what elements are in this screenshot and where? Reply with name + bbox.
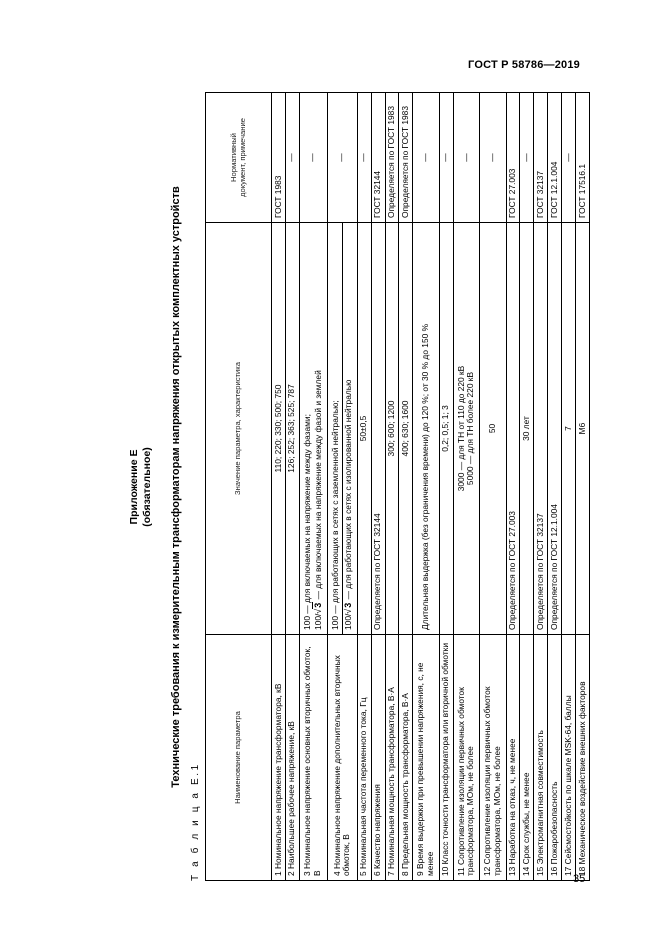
norm-cell: ГОСТ 32144	[371, 93, 385, 223]
param-cell: 4 Номинальное напряжение дополнительных вторичных обмоток, В	[327, 635, 357, 881]
value-prefix: 100/	[312, 613, 323, 630]
document-code: ГОСТ Р 58786—2019	[468, 59, 580, 71]
norm-cell: ГОСТ 17516.1	[575, 93, 589, 223]
value-cell: Определяется по ГОСТ 32137	[534, 223, 548, 635]
header-norm-line2: документ, примечание	[237, 118, 247, 197]
header-param-value: Значение параметра, характеристика	[206, 223, 272, 635]
header-norm-line1: Нормативный	[228, 133, 238, 182]
norm-cell: —	[480, 93, 506, 223]
param-cell: 16 Пожаробезопасность	[548, 635, 562, 881]
page-number: 35	[573, 873, 586, 885]
table-row	[562, 93, 576, 881]
table-row	[327, 93, 357, 881]
param-cell: 2 Наибольшее рабочее напряжение, кВ	[285, 635, 299, 881]
value-suffix: — для работающих в сетях с изолированной нейтралью	[342, 379, 353, 602]
param-cell: 11 Сопротивление изоляции первичных обмоток трансформатора, МОм, не более	[453, 635, 479, 881]
table-row	[272, 93, 286, 881]
norm-cell: ГОСТ 1983	[272, 93, 286, 223]
norm-cell: —	[285, 93, 299, 223]
value-line: 100 — для включаемых на напряжение между фазами;	[301, 414, 312, 630]
param-cell: 18 Механическое воздействие внешних факторов	[575, 635, 589, 881]
value-cell: М6	[575, 223, 589, 635]
table-row	[480, 93, 506, 881]
value-cell: 110; 220; 330; 500; 750	[272, 223, 286, 635]
norm-cell: —	[357, 93, 371, 223]
rotated-content	[128, 93, 590, 881]
norm-cell: ГОСТ 32137	[534, 93, 548, 223]
param-cell: 9 Время выдержки при превышении напряжения, с, не менее	[413, 635, 439, 881]
table-header-row	[206, 93, 272, 881]
table-row	[299, 93, 327, 881]
sqrt-icon	[343, 602, 353, 614]
header-param-name: Наименование параметра	[206, 635, 272, 881]
sqrt-sign: √	[342, 608, 353, 614]
table-row	[506, 93, 520, 881]
param-cell: 15 Электромагнитная совместимость	[534, 635, 548, 881]
table-row	[575, 93, 589, 881]
value-cell	[327, 223, 357, 635]
table-row	[413, 93, 439, 881]
value-line: 3000 — для ТН от 110 до 220 кВ	[455, 365, 466, 492]
appendix-status: (обязательное)	[141, 447, 153, 527]
table-row	[357, 93, 371, 881]
value-cell: Определяется по ГОСТ 32144	[371, 223, 385, 635]
value-cell: Определяется по ГОСТ 12.1.004	[548, 223, 562, 635]
table-row	[548, 93, 562, 881]
norm-cell: ГОСТ 27.003	[506, 93, 520, 223]
param-cell: 5 Номинальная частота переменного тока, Гц	[357, 635, 371, 881]
norm-cell: Определяется по ГОСТ 1983	[399, 93, 413, 223]
header-norm-doc	[206, 93, 272, 223]
value-cell: 300; 600; 1200	[385, 223, 399, 635]
sqrt-icon	[313, 602, 323, 614]
param-cell: 14 Срок службы, не менее	[520, 635, 534, 881]
value-prefix: 100/	[342, 613, 353, 630]
value-cell	[299, 223, 327, 635]
norm-cell: —	[327, 93, 357, 223]
value-line: 5000 — для ТН более 220 кВ	[465, 371, 476, 486]
value-cell: 7	[562, 223, 576, 635]
table-row	[439, 93, 453, 881]
param-cell: 3 Номинальное напряжение основных вторичных обмоток, В	[299, 635, 327, 881]
value-line	[343, 227, 354, 630]
param-cell: 10 Класс точности трансформатора или вторичной обмотки	[439, 635, 453, 881]
appendix-title: Приложение Е	[128, 449, 140, 525]
value-cell: 0,2; 0,5; 1; 3	[439, 223, 453, 635]
param-cell: 7 Номинальная мощность трансформатора, В·А	[385, 635, 399, 881]
spec-table	[205, 92, 590, 881]
value-cell: 50±0,5	[357, 223, 371, 635]
table-row	[453, 93, 479, 881]
value-cell: 50	[480, 223, 506, 635]
value-cell: 30 лет	[520, 223, 534, 635]
table-row	[520, 93, 534, 881]
norm-cell: Определяется по ГОСТ 1983	[385, 93, 399, 223]
table-row	[385, 93, 399, 881]
sqrt-arg: 3	[312, 602, 323, 608]
norm-cell: —	[413, 93, 439, 223]
norm-cell: —	[520, 93, 534, 223]
sqrt-arg: 3	[342, 602, 353, 608]
value-cell	[453, 223, 479, 635]
table-row	[285, 93, 299, 881]
table-row	[534, 93, 548, 881]
norm-cell: —	[562, 93, 576, 223]
section-title: Технические требования к измерительным трансформаторам напряжения открытых комплектных устройств	[170, 186, 182, 788]
norm-cell: ГОСТ 12.1.004	[548, 93, 562, 223]
value-suffix: — для включаемых на напряжение между фазой и землей	[312, 370, 323, 602]
table-label: Т а б л и ц а Е.1	[190, 762, 201, 881]
norm-cell: —	[299, 93, 327, 223]
value-line	[313, 227, 324, 630]
param-cell: 6 Качество напряжения	[371, 635, 385, 881]
param-cell: 17 Сейсмостойкость по шкале MSK-64, баллы	[562, 635, 576, 881]
value-cell: 400; 630; 1600	[399, 223, 413, 635]
param-cell: 1 Номинальное напряжение трансформатора, кВ	[272, 635, 286, 881]
norm-cell: —	[439, 93, 453, 223]
param-cell: 12 Сопротивление изоляции первичных обмоток трансформатора, МОм, не более	[480, 635, 506, 881]
value-cell: 126; 252; 363; 525; 787	[285, 223, 299, 635]
value-cell: Длительная выдержка (без ограничения времени) до 120 %; от 30 % до 150 %	[413, 223, 439, 635]
value-cell: Определяется по ГОСТ 27.003	[506, 223, 520, 635]
param-cell: 8 Предельная мощность трансформатора, В·А	[399, 635, 413, 881]
param-cell: 13 Наработка на отказ, ч, не менее	[506, 635, 520, 881]
sqrt-sign: √	[312, 608, 323, 614]
table-row	[399, 93, 413, 881]
value-line: 100 — для работающих в сетях с заземленной нейтралью;	[331, 223, 343, 634]
table-row	[371, 93, 385, 881]
norm-cell: —	[453, 93, 479, 223]
